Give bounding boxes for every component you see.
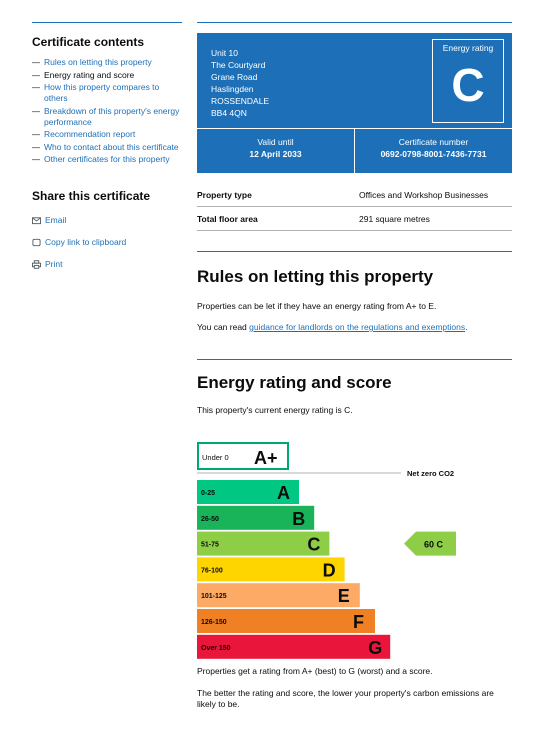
band-letter-e: E (337, 586, 350, 607)
rules-section-rule (197, 251, 512, 252)
band-range-f: 126-150 (201, 619, 227, 626)
energy-rating-chart (197, 442, 467, 657)
share-title: Share this certificate (32, 189, 151, 203)
toc-link-contact[interactable]: Who to contact about this certificate (44, 141, 179, 152)
energy-rating-svg (197, 442, 467, 657)
main-content (197, 22, 512, 416)
rules-heading: Rules on letting this property (197, 267, 434, 286)
band-range-e: 101-125 (201, 593, 227, 601)
toc-item-breakdown[interactable] (32, 106, 182, 128)
band-letter-a: A (277, 483, 290, 503)
energy-footer (197, 666, 512, 710)
band-range-b: 26-50 (201, 515, 219, 523)
band-letter-b: B (292, 508, 306, 529)
energy-rating-label: Energy rating (442, 43, 494, 53)
energy-section-rule (197, 359, 512, 360)
table-row (197, 183, 512, 207)
toc-item-recommendation[interactable] (32, 129, 182, 140)
main-top-rule (197, 22, 512, 23)
band-range-c: 51-75 (201, 541, 219, 549)
address-line: Grane Road (211, 72, 258, 82)
band-letter-a-plus: A+ (254, 448, 278, 468)
toc-link-rules[interactable]: Rules on letting this property (44, 57, 152, 67)
band-range-g: Over 150 (201, 644, 231, 652)
band-letter-g: G (368, 637, 383, 658)
sidebar (32, 22, 182, 269)
toc-link-breakdown[interactable]: Breakdown of this property's energy performance (44, 105, 180, 127)
email-link[interactable] (32, 215, 182, 225)
toc-item-other-certs[interactable] (32, 154, 182, 165)
certificate-number-value: 0692-0798-8001-7436-7731 (380, 148, 487, 159)
energy-intro: This property's current energy rating is C. (197, 405, 353, 415)
energy-heading: Energy rating and score (197, 373, 392, 392)
copy-link-button[interactable] (32, 237, 182, 247)
address-line: Unit 10 (211, 48, 238, 58)
rules-paragraph-1: Properties can be let if they have an energy rating from A+ to E. (197, 301, 437, 311)
print-icon (32, 260, 41, 269)
certificate-number-cell (354, 129, 512, 173)
property-type-value: Offices and Workshop Businesses (359, 189, 489, 200)
certificate-meta (197, 128, 512, 173)
toc-current-energy-rating: Energy rating and score (44, 69, 135, 80)
rules-paragraph-2-prefix: You can read (197, 322, 250, 332)
property-address (211, 47, 269, 119)
contents-title: Certificate contents (32, 35, 145, 49)
address-line: BB4 4QN (211, 108, 247, 118)
rules-paragraph-2-suffix: . (465, 322, 468, 332)
address-line: The Courtyard (211, 60, 266, 70)
email-link-label[interactable]: Email (45, 215, 67, 225)
band-range-a-plus: Under 0 (202, 453, 229, 462)
copy-link-label[interactable]: Copy link to clipboard (45, 237, 127, 247)
landlord-guidance-link[interactable]: guidance for landlords on the regulations and exemptions (249, 322, 466, 332)
energy-rating-letter: C (451, 59, 485, 111)
copy-icon (32, 238, 41, 247)
toc-link-compares[interactable]: How this property compares to others (44, 82, 160, 103)
toc-item-contact[interactable] (32, 142, 182, 153)
floor-area-key: Total floor area (197, 213, 258, 224)
sidebar-rule (32, 22, 182, 23)
certificate-number-label: Certificate number (398, 137, 469, 147)
print-link-label[interactable]: Print (45, 259, 63, 269)
rules-paragraph-2 (197, 322, 512, 333)
toc-item-energy-rating (32, 70, 182, 81)
contents-list (32, 57, 182, 165)
band-range-d: 76-100 (201, 567, 223, 575)
print-link[interactable] (32, 259, 182, 269)
net-zero-label: Net zero CO2 (407, 469, 455, 478)
email-icon (32, 216, 41, 225)
toc-item-compares[interactable] (32, 82, 182, 104)
valid-until-cell (197, 129, 354, 173)
floor-area-value: 291 square metres (359, 213, 430, 224)
valid-until-value: 12 April 2033 (249, 148, 302, 159)
toc-link-other-certs[interactable]: Other certificates for this property (44, 154, 170, 164)
property-type-key: Property type (197, 189, 252, 200)
valid-until-label: Valid until (257, 137, 294, 147)
certificate-header (197, 33, 512, 128)
energy-rating-box (432, 39, 504, 123)
address-line: ROSSENDALE (211, 96, 270, 106)
toc-link-recommendation[interactable]: Recommendation report (44, 129, 136, 139)
band-letter-c: C (307, 534, 321, 555)
band-letter-d: D (322, 560, 336, 581)
energy-footer-2: The better the rating and score, the lower your property's carbon emissions are likely to be. (197, 688, 494, 709)
energy-footer-1: Properties get a rating from A+ (best) to G (worst) and a score. (197, 666, 433, 676)
toc-item-rules[interactable] (32, 57, 182, 68)
table-row (197, 207, 512, 231)
address-line: Haslingden (211, 84, 254, 94)
current-rating-label: 60 C (424, 539, 444, 550)
property-summary-table (197, 183, 512, 231)
band-letter-f: F (353, 612, 364, 632)
band-range-a: 0-25 (201, 490, 216, 497)
